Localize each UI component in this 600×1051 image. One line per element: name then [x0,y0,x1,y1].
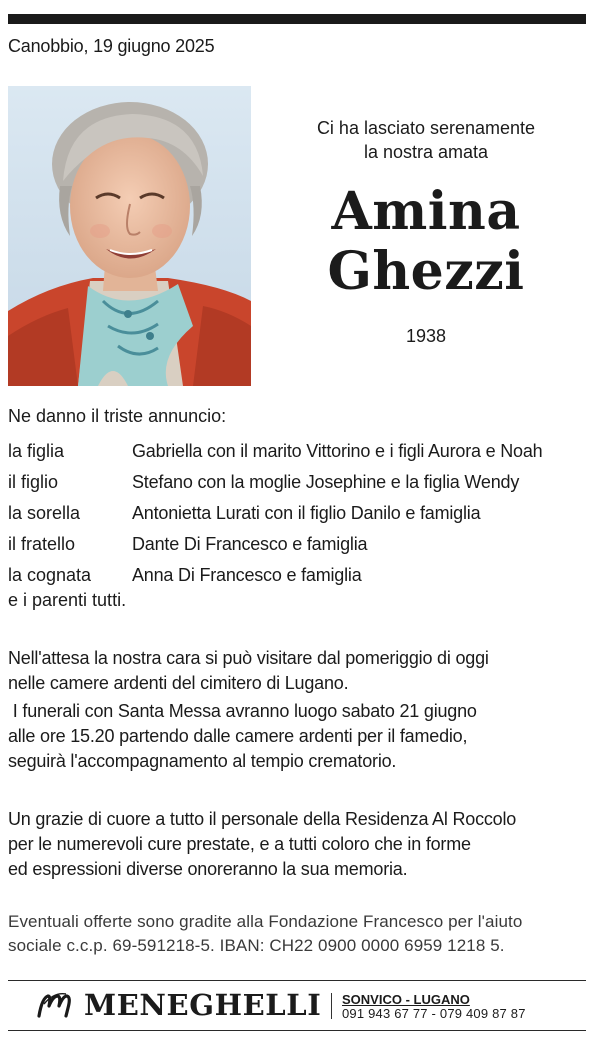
last-name: Ghezzi [327,241,525,302]
funeral-line: alle ore 15.20 partendo dalle camere ardenti per il famedio, [8,726,468,746]
relative-names: Anna Di Francesco e famiglia [132,565,362,585]
deceased-name [300,182,552,302]
relative-row [8,467,588,498]
closing-line: e i parenti tutti. [8,590,127,610]
portrait-photo [8,86,251,386]
funeral-line: seguirà l'accompagnamento al tempio crematorio. [8,751,397,771]
thanks-line: Un grazie di cuore a tutto il personale della Residenza Al Roccolo [8,809,517,829]
relative-row [8,560,588,591]
top-rule [8,14,586,24]
first-name: Amina [331,181,521,242]
footer-top-rule [8,980,586,981]
intro-line: Ci ha lasciato serenamente [316,118,536,138]
visit-line: nelle camere ardenti del cimitero di Lugano. [8,673,349,693]
funeral-home-location: SONVICO - LUGANO [342,992,470,1007]
relative-names: Dante Di Francesco e famiglia [132,534,368,554]
funeral-home-phones: 091 943 67 77 - 079 409 87 87 [342,1006,526,1021]
donation-note [8,910,588,958]
donation-line: Eventuali offerte sono gradite alla Fondazione Francesco per l'aiuto [8,912,523,931]
donation-line: sociale c.c.p. 69-591218-5. IBAN: CH22 0900 0000 6959 1218 5. [8,936,505,955]
relative-role: la figlia [8,441,65,461]
announcement-heading: Ne danno il triste annuncio: [8,406,227,426]
place-date: Canobbio, 19 giugno 2025 [8,36,215,56]
relative-row [8,529,588,560]
funeral-paragraph [8,699,588,774]
intro-text [300,116,552,164]
birth-year: 1938 [405,326,447,346]
thanks-line: ed espressioni diverse onoreranno la sua memoria. [8,859,408,879]
thanks-paragraph [8,807,588,882]
relative-role: il figlio [8,472,59,492]
intro-line: la nostra amata [363,142,489,162]
visit-line: Nell'attesa la nostra cara si può visitare dal pomeriggio di oggi [8,648,489,668]
meneghelli-logo-icon [36,990,72,1020]
relative-names: Stefano con la moglie Josephine e la figlia Wendy [132,472,520,492]
relative-names: Antonietta Lurati con il figlio Danilo e famiglia [132,503,481,523]
thanks-line: per le numerevoli cure prestate, e a tutti coloro che in forme [8,834,471,854]
funeral-home-name: MENEGHELLI [84,988,322,1022]
relative-row [8,436,588,467]
relative-names: Gabriella con il marito Vittorino e i figli Aurora e Noah [132,441,543,461]
funeral-home-contact [342,993,526,1021]
visit-paragraph [8,646,588,696]
relative-role: la cognata [8,565,92,585]
footer-bottom-rule [8,1030,586,1031]
relative-role: il fratello [8,534,76,554]
relatives-list [8,436,588,591]
footer-separator [331,993,332,1019]
relative-role: la sorella [8,503,81,523]
relative-row [8,498,588,529]
funeral-line: I funerali con Santa Messa avranno luogo sabato 21 giugno [8,701,477,721]
